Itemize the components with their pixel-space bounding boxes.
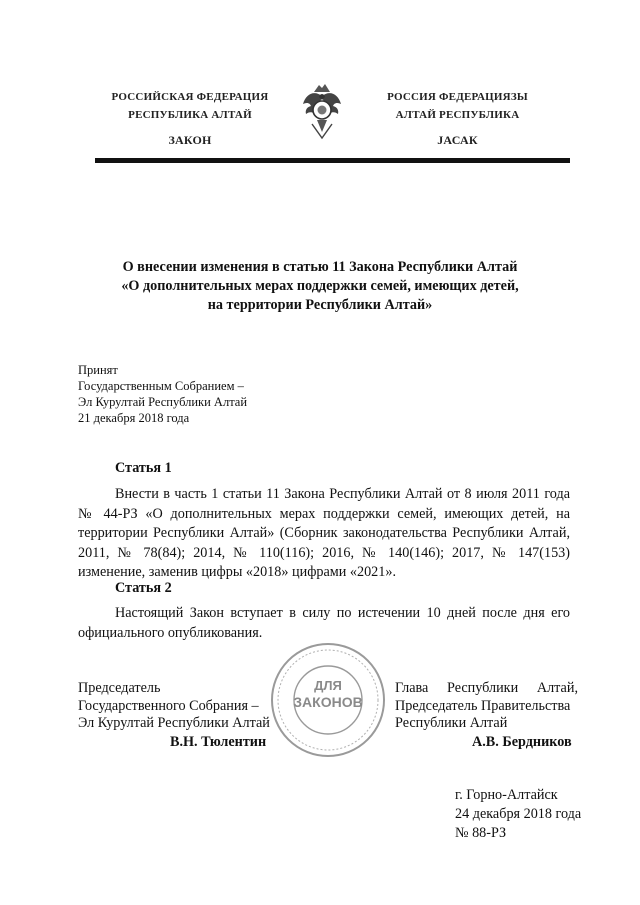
signing-date: 24 декабря 2018 года (455, 806, 582, 822)
adoption-line-2: Государственным Собранием – (78, 379, 244, 393)
for-laws-stamp (268, 640, 388, 760)
law-number: № 88-РЗ (455, 825, 507, 841)
article-1-text (78, 485, 570, 583)
signature-right-name: А.В. Бердников (472, 734, 572, 750)
signature-right-line-1: Глава Республики Алтай, (395, 680, 578, 696)
coat-of-arms-icon (300, 80, 344, 142)
place-date-block (455, 786, 581, 843)
header-left-republic: РЕСПУБЛИКА АЛТАЙ (128, 109, 252, 121)
signature-right-line-2: Председатель Правительства (395, 697, 571, 714)
header-left-doctype: ЗАКОН (168, 133, 212, 147)
article-1-heading: Статья 1 (115, 460, 172, 476)
signature-right-line-3: Республики Алтай (395, 715, 508, 732)
header-right-republic: АЛТАЙ РЕСПУБЛИКА (395, 109, 520, 121)
law-title-line-3: на территории Республики Алтай» (207, 297, 433, 313)
article-2-heading: Статья 2 (115, 580, 172, 596)
law-title-line-1: О внесении изменения в статью 11 Закона Республики Алтай (122, 259, 518, 275)
law-title-line-2: «О дополнительных мерах поддержки семей, имеющих детей, (121, 278, 519, 294)
city: г. Горно-Алтайск (455, 787, 558, 803)
signature-left-line-1: Председатель (78, 680, 161, 696)
adoption-date: 21 декабря 2018 года (78, 411, 190, 425)
signature-left (78, 680, 270, 733)
header-divider (95, 158, 570, 163)
adoption-line-3: Эл Курултай Республики Алтай (78, 395, 248, 409)
adoption-line-1: Принят (78, 363, 118, 377)
stamp-line-1: ДЛЯ (314, 678, 342, 693)
law-title (60, 258, 580, 315)
header-right-doctype: JАСАК (437, 133, 478, 147)
signature-left-name: В.Н. Тюлентин (170, 734, 267, 750)
header-left-country: РОССИЙСКАЯ ФЕДЕРАЦИЯ (111, 91, 269, 103)
header-right-country: РОССИЯ ФЕДЕРАЦИЯЗЫ (387, 91, 528, 103)
signature-right (395, 680, 578, 733)
article-2-body: Настоящий Закон вступает в силу по истечении 10 дней после дня его официального опубликования. (78, 605, 570, 641)
article-1-body: Внести в часть 1 статьи 11 Закона Республики Алтай от 8 июля 2011 года № 44-РЗ «О дополнительных мерах поддержки семей, имеющих детей, на территории Республики Алтай» (Сборник законодательства Республики Алтай, 2011, № 78(84); 2014, № 110(116); 2016, № 140(146); 2017, № 147(153) изменение, заменив цифры «2018» цифрами «2021». (78, 486, 570, 580)
signature-left-line-3: Эл Курултай Республики Алтай (78, 715, 270, 732)
article-2-text (78, 604, 570, 643)
signature-left-line-2: Государственного Собрания – (78, 697, 259, 714)
stamp-line-2: ЗАКОНОВ (293, 694, 363, 710)
adoption-block (78, 362, 247, 426)
